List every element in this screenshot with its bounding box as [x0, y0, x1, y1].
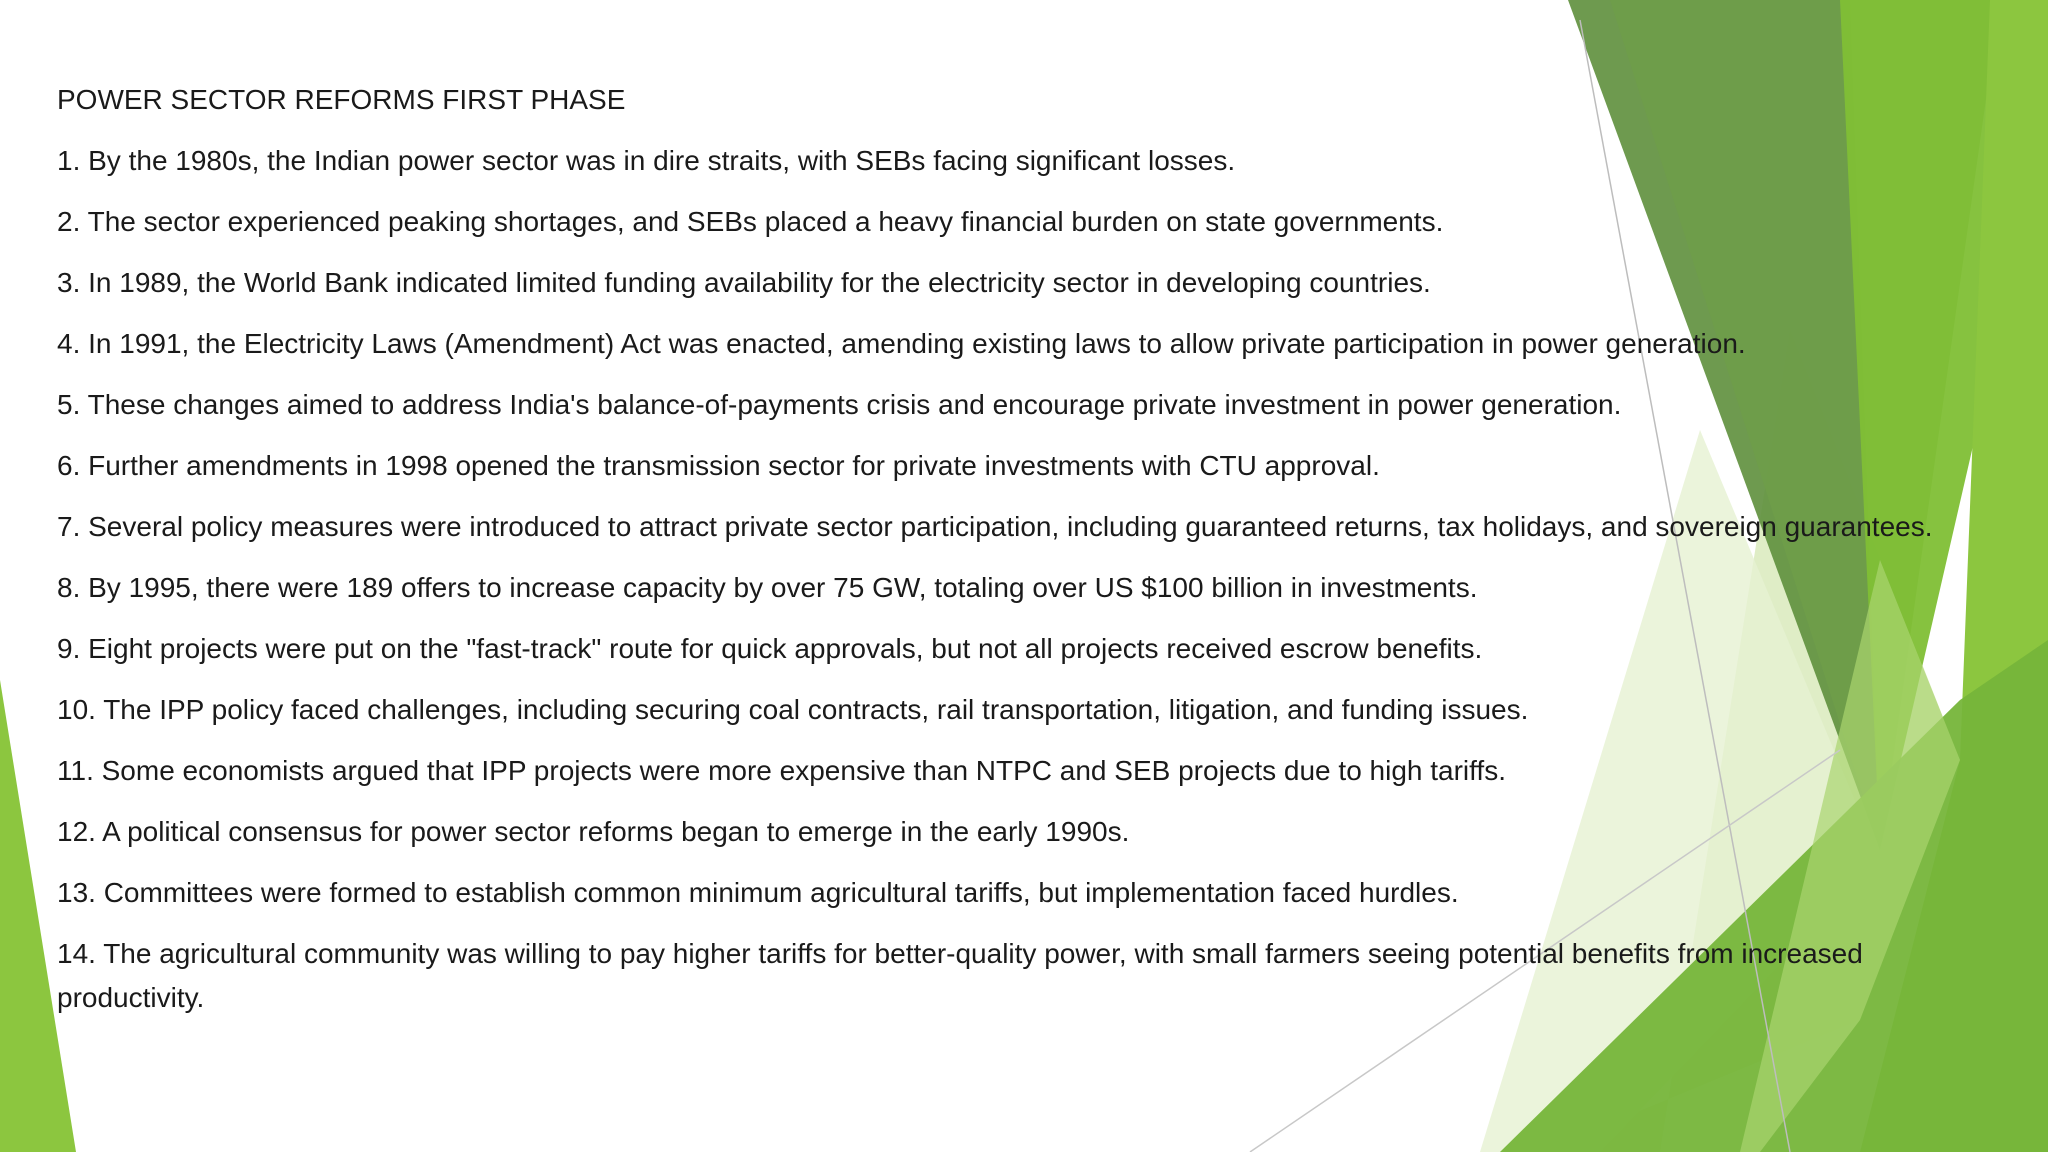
list-item: 11. Some economists argued that IPP projects were more expensive than NTPC and SEB projects due to high tariffs. [57, 755, 1506, 786]
list-item: 5. These changes aimed to address India's balance-of-payments crisis and encourage private investment in power generation. [57, 389, 1622, 420]
list-item: 8. By 1995, there were 189 offers to increase capacity by over 75 GW, totaling over US $100 billion in investments. [57, 572, 1478, 603]
list-item: 4. In 1991, the Electricity Laws (Amendment) Act was enacted, amending existing laws to allow private participation in power generation. [57, 328, 1746, 359]
list-item: 9. Eight projects were put on the "fast-track" route for quick approvals, but not all projects received escrow benefits. [57, 633, 1483, 664]
list-item: 3. In 1989, the World Bank indicated limited funding availability for the electricity sector in developing countries. [57, 267, 1431, 298]
list-item: 13. Committees were formed to establish common minimum agricultural tariffs, but implementation faced hurdles. [57, 877, 1459, 908]
bullet-list [57, 139, 2007, 1020]
list-item: 1. By the 1980s, the Indian power sector was in dire straits, with SEBs facing significant losses. [57, 145, 1236, 176]
list-item: 12. A political consensus for power sector reforms began to emerge in the early 1990s. [57, 816, 1130, 847]
list-item: 7. Several policy measures were introduced to attract private sector participation, including guaranteed returns, tax holidays, and sovereign guarantees. [57, 511, 1933, 542]
list-item: 2. The sector experienced peaking shortages, and SEBs placed a heavy financial burden on state governments. [57, 206, 1444, 237]
list-item: 10. The IPP policy faced challenges, including securing coal contracts, rail transportation, litigation, and funding issues. [57, 694, 1529, 725]
slide-title: POWER SECTOR REFORMS FIRST PHASE [57, 84, 626, 115]
slide-content [57, 78, 2007, 1037]
list-item: 6. Further amendments in 1998 opened the transmission sector for private investments with CTU approval. [57, 450, 1380, 481]
list-item: 14. The agricultural community was willing to pay higher tariffs for better-quality power, with small farmers seeing potential benefits from increased productivity. [57, 938, 1863, 1013]
